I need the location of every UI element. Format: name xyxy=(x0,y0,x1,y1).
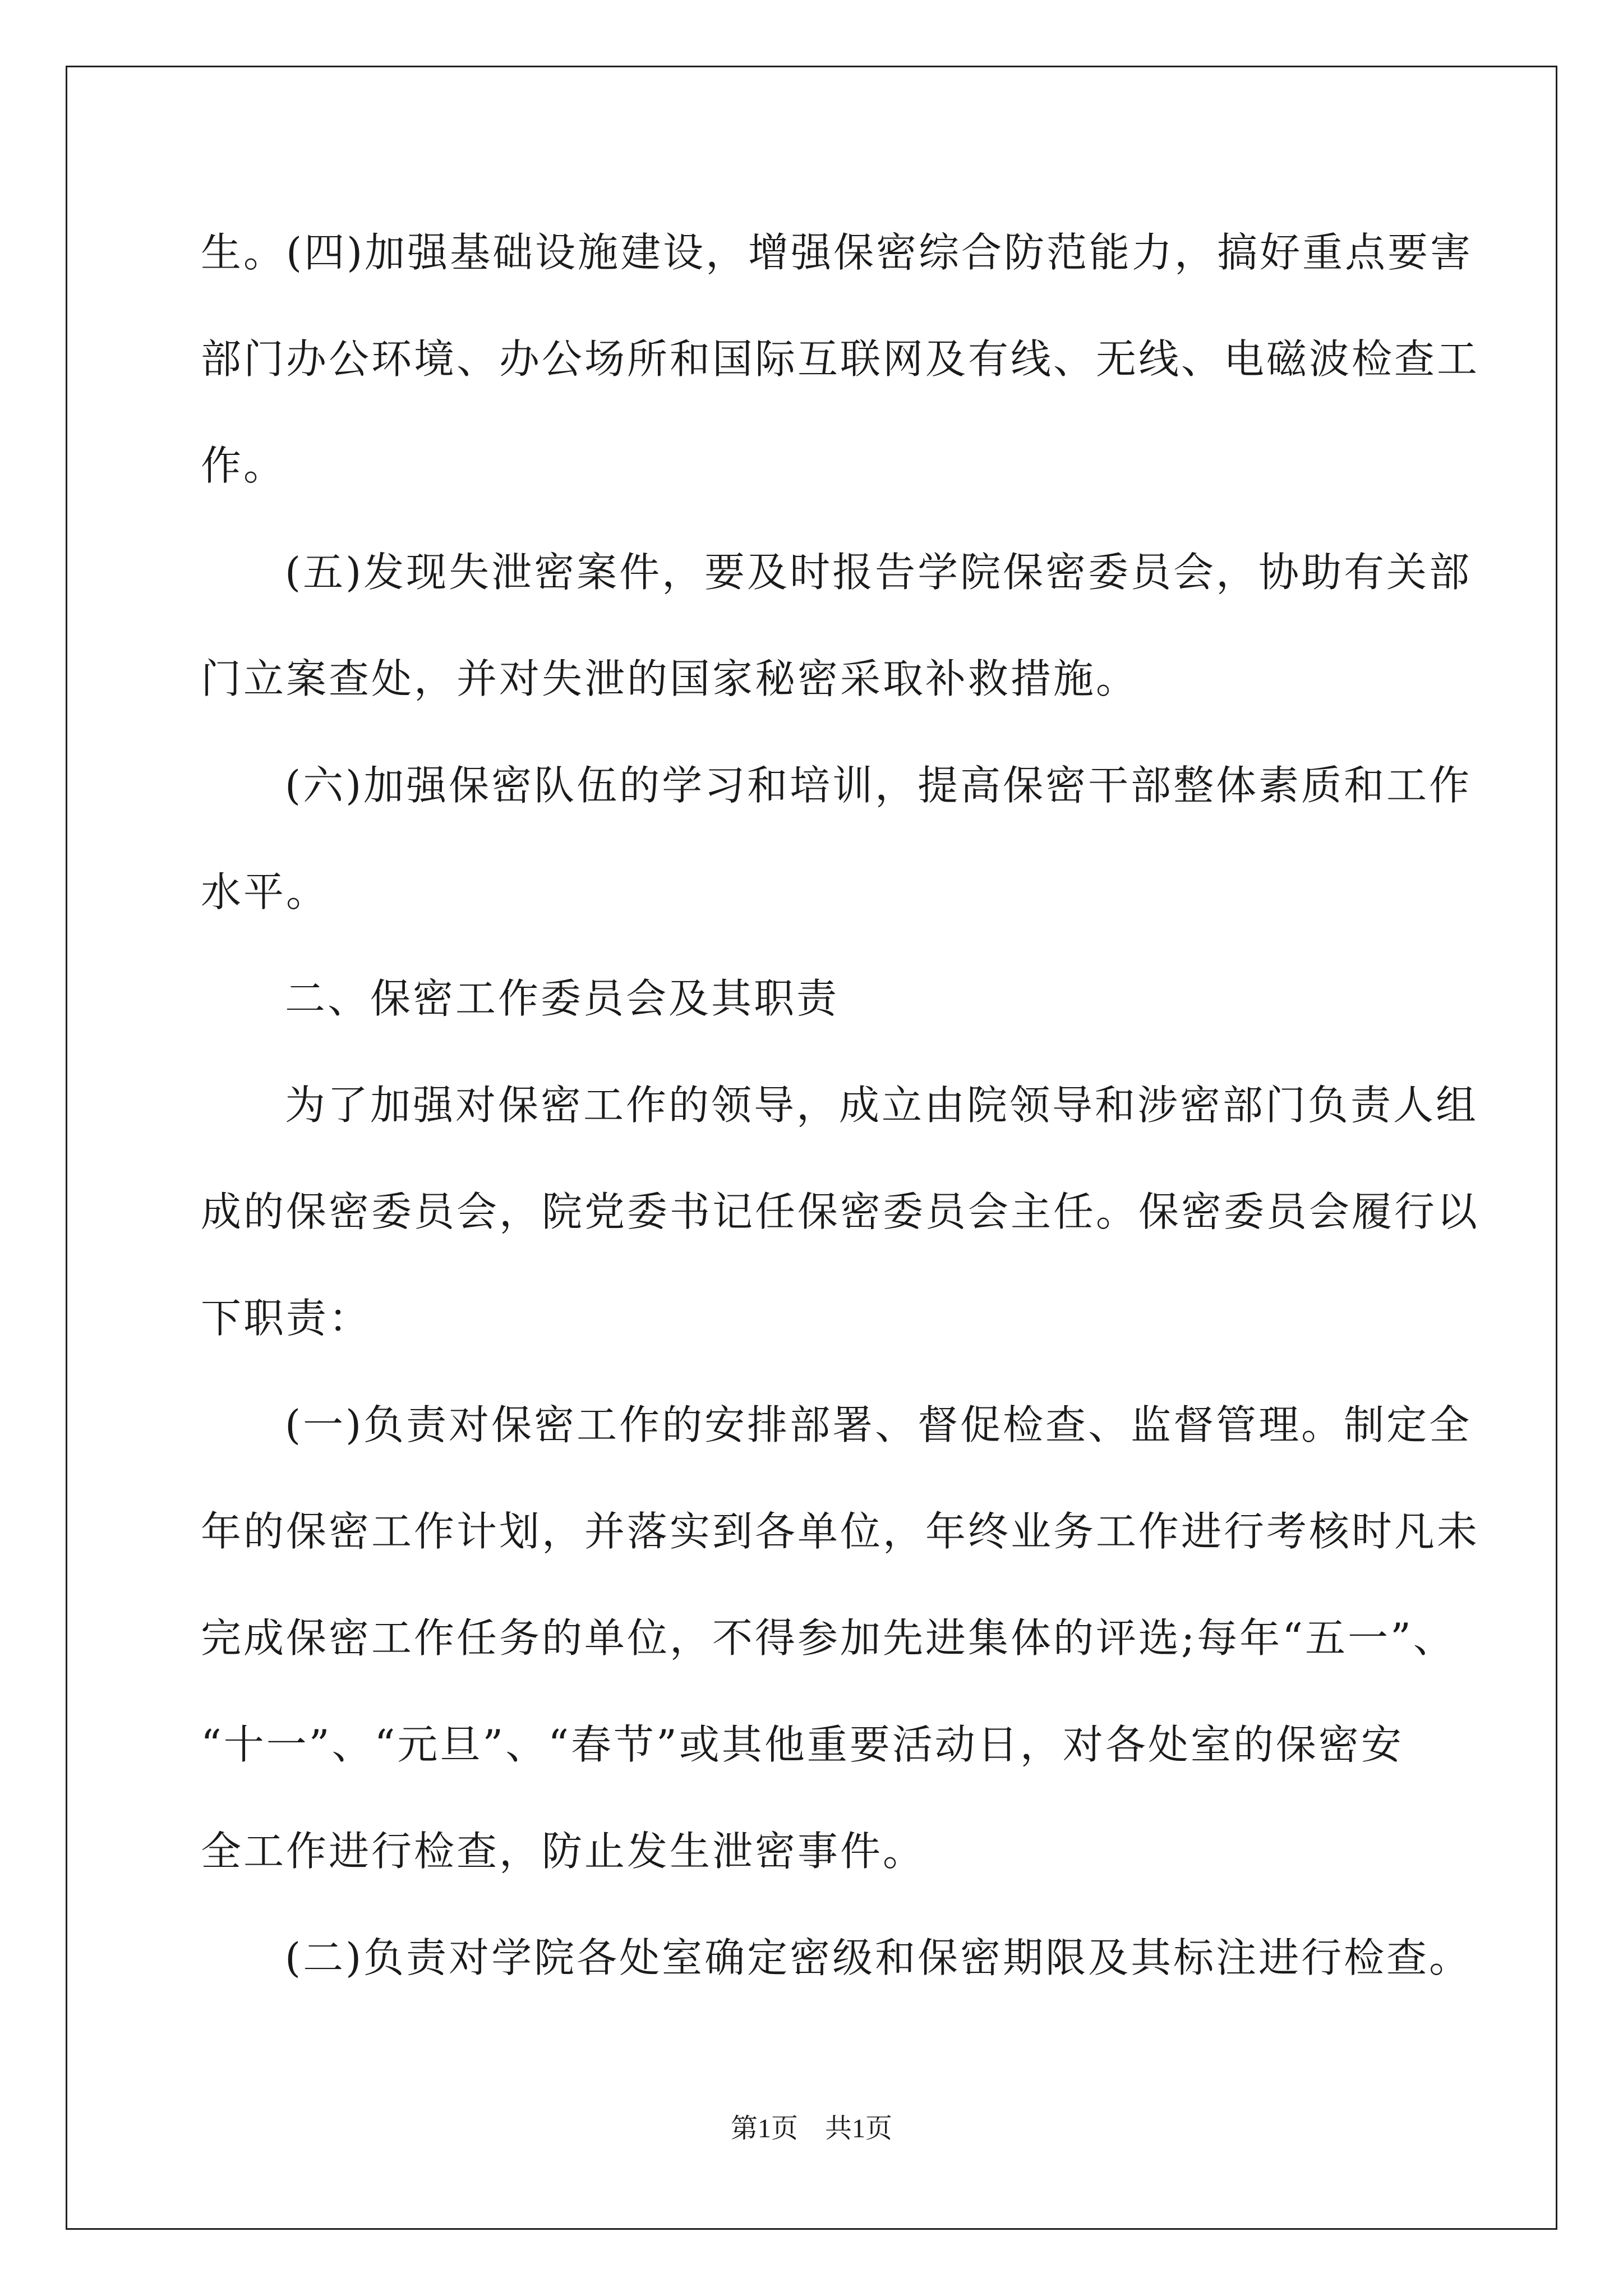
text-line: 水平。 xyxy=(201,868,329,915)
text-line: “十一”、“元旦”、“春节”或其他重要活动日，对各处室的保密安 xyxy=(201,1721,1404,1768)
text-line: (二)负责对学院各处室确定密级和保密期限及其标注进行检查。 xyxy=(285,1934,1472,1981)
document-body xyxy=(201,199,1480,2011)
text-line: 部门办公环境、办公场所和国际互联网及有线、无线、电磁波检查工 xyxy=(201,335,1480,383)
text-line: 作。 xyxy=(201,442,287,489)
text-line: 生。(四)加强基础设施建设，增强保密综合防范能力，搞好重点要害 xyxy=(201,229,1473,276)
text-line: 下职责： xyxy=(201,1295,372,1342)
text-line: 完成保密工作任务的单位，不得参加先进集体的评选;每年“五一”、 xyxy=(201,1614,1456,1662)
text-line: 门立案查处，并对失泄的国家秘密采取补救措施。 xyxy=(201,655,1139,702)
text-line: 全工作进行检查，防止发生泄密事件。 xyxy=(201,1828,926,1875)
page-footer: 第1页 共1页 xyxy=(730,2114,892,2143)
text-line: 为了加强对保密工作的领导，成立由院领导和涉密部门负责人组 xyxy=(285,1082,1479,1129)
text-line: (五)发现失泄密案件，要及时报告学院保密委员会，协助有关部 xyxy=(285,549,1472,596)
text-line: (一)负责对保密工作的安排部署、督促检查、监督管理。制定全 xyxy=(285,1401,1472,1448)
section-heading: 二、保密工作委员会及其职责 xyxy=(285,975,840,1022)
text-line: 成的保密委员会，院党委书记任保密委员会主任。保密委员会履行以 xyxy=(201,1188,1480,1235)
text-line: 年的保密工作计划，并落实到各单位，年终业务工作进行考核时凡未 xyxy=(201,1508,1480,1555)
text-line: (六)加强保密队伍的学习和培训，提高保密干部整体素质和工作 xyxy=(285,762,1472,809)
